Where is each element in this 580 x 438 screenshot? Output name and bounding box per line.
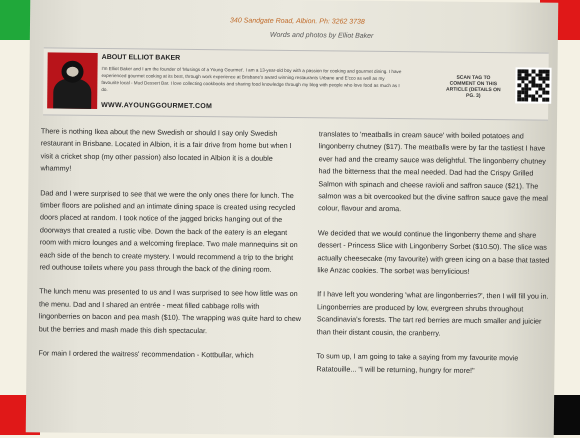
article-paragraph: To sum up, I am going to take a saying from my favourite movie Ratatouille... "I will be returning, hungry for more!" xyxy=(316,351,519,375)
article-paragraph: There is nothing Ikea about the new Swedish or should I say only Swedish restaurant in Brisbane. Located in Albion, it is a fair drive from home but when I visit a cricket shop (my other passion) also located in Albion it is a double whammy! xyxy=(40,126,292,173)
qr-code-icon xyxy=(515,67,551,103)
article-paragraph: For main I ordered the waitress' recommendation - Kottbullar, which xyxy=(38,348,254,360)
article-column-left xyxy=(38,125,303,374)
article-paragraph: Dad and I were surprised to see that we were the only ones there for lunch. The timber floors are polished and an intimate dining space is created using recycled doors placed at random. I took notice of the jagged bricks hanging out of the doorways that created a rustic vibe. Down the back of the eatery is an elegant room with micro lounges and a welcoming fireplace. Two male mannequins sit on each side of the bench to create mystery. I would recommend a trip to the bright red outhouse toilets where you pass through the back of the dining room. xyxy=(39,187,298,274)
article-paragraph: We decided that we would continue the lingonberry theme and share dessert - Princess Slice with Lingonberry Sorbet ($10.50). The slice was actually cheesecake (my favourite) with green icing on a base that tasted like Anzac cookies. The sorbet was berrylicious! xyxy=(317,228,550,276)
restaurant-address: 340 Sandgate Road, Albion. Ph: 3262 3738 xyxy=(230,17,365,26)
article-paragraph: The lunch menu was presented to us and I was surprised to see how little was on the menu. Dad and I shared an entrée - meat filled cabbage rolls with lingonberries on bacon and pea mash ($10). The wrapping was quite hard to chew but the berries and mash made this dish spectacular. xyxy=(38,286,301,335)
bio-text: I'm Elliot Baker and I am the founder of 'Musings of a Young Gourmet'. I am a 13-year-old boy with a passion for cooking and gourmet dining. I have experienced gourmet cooking at its best, through work experience at Brisbane's award winning restaurants Urbane and E'cco as well as my favourite local - Mud Dessert Bar. I love collecting cookbooks and sharing food knowledge through my blog with people who love food as much as I do. xyxy=(101,65,402,93)
article-column-right xyxy=(316,128,557,389)
scan-tag-label: SCAN TAG TO COMMENT ON THIS ARTICLE (DETAILS ON PG. 3) xyxy=(445,74,501,99)
blog-url: WWW.AYOUNGGOURMET.COM xyxy=(101,101,213,111)
author-photo xyxy=(47,52,98,109)
photo-credit: Words and photos by Elliot Baker xyxy=(269,31,374,40)
article-paragraph: translates to 'meatballs in cream sauce' with boiled potatoes and lingonberry chutney ($17). The meatballs were by far the tastiest I have ever had and the creamy sauce was delightful. The lingonberry chutney had the bitterness that the meal needed. Dad had the Crispy Grilled Salmon with spinach and cheese ravioli and saffron sauce ($21). The salmon was a bit overcooked but the divine saffron sauce gave the meal colour, flavour and aroma. xyxy=(318,129,548,214)
bio-title: ABOUT ELLIOT BAKER xyxy=(101,53,181,62)
article-paragraph: If I have left you wondering 'what are lingonberries?', then I will fill you in. Lingonberries are produced by low, evergreen shrubs throughout Scandinavia's forests. The tart red berries are much smaller and juicier than their distant cousin, the cranberry. xyxy=(316,289,549,338)
author-bio-box xyxy=(43,47,549,120)
magazine-page xyxy=(26,0,559,438)
